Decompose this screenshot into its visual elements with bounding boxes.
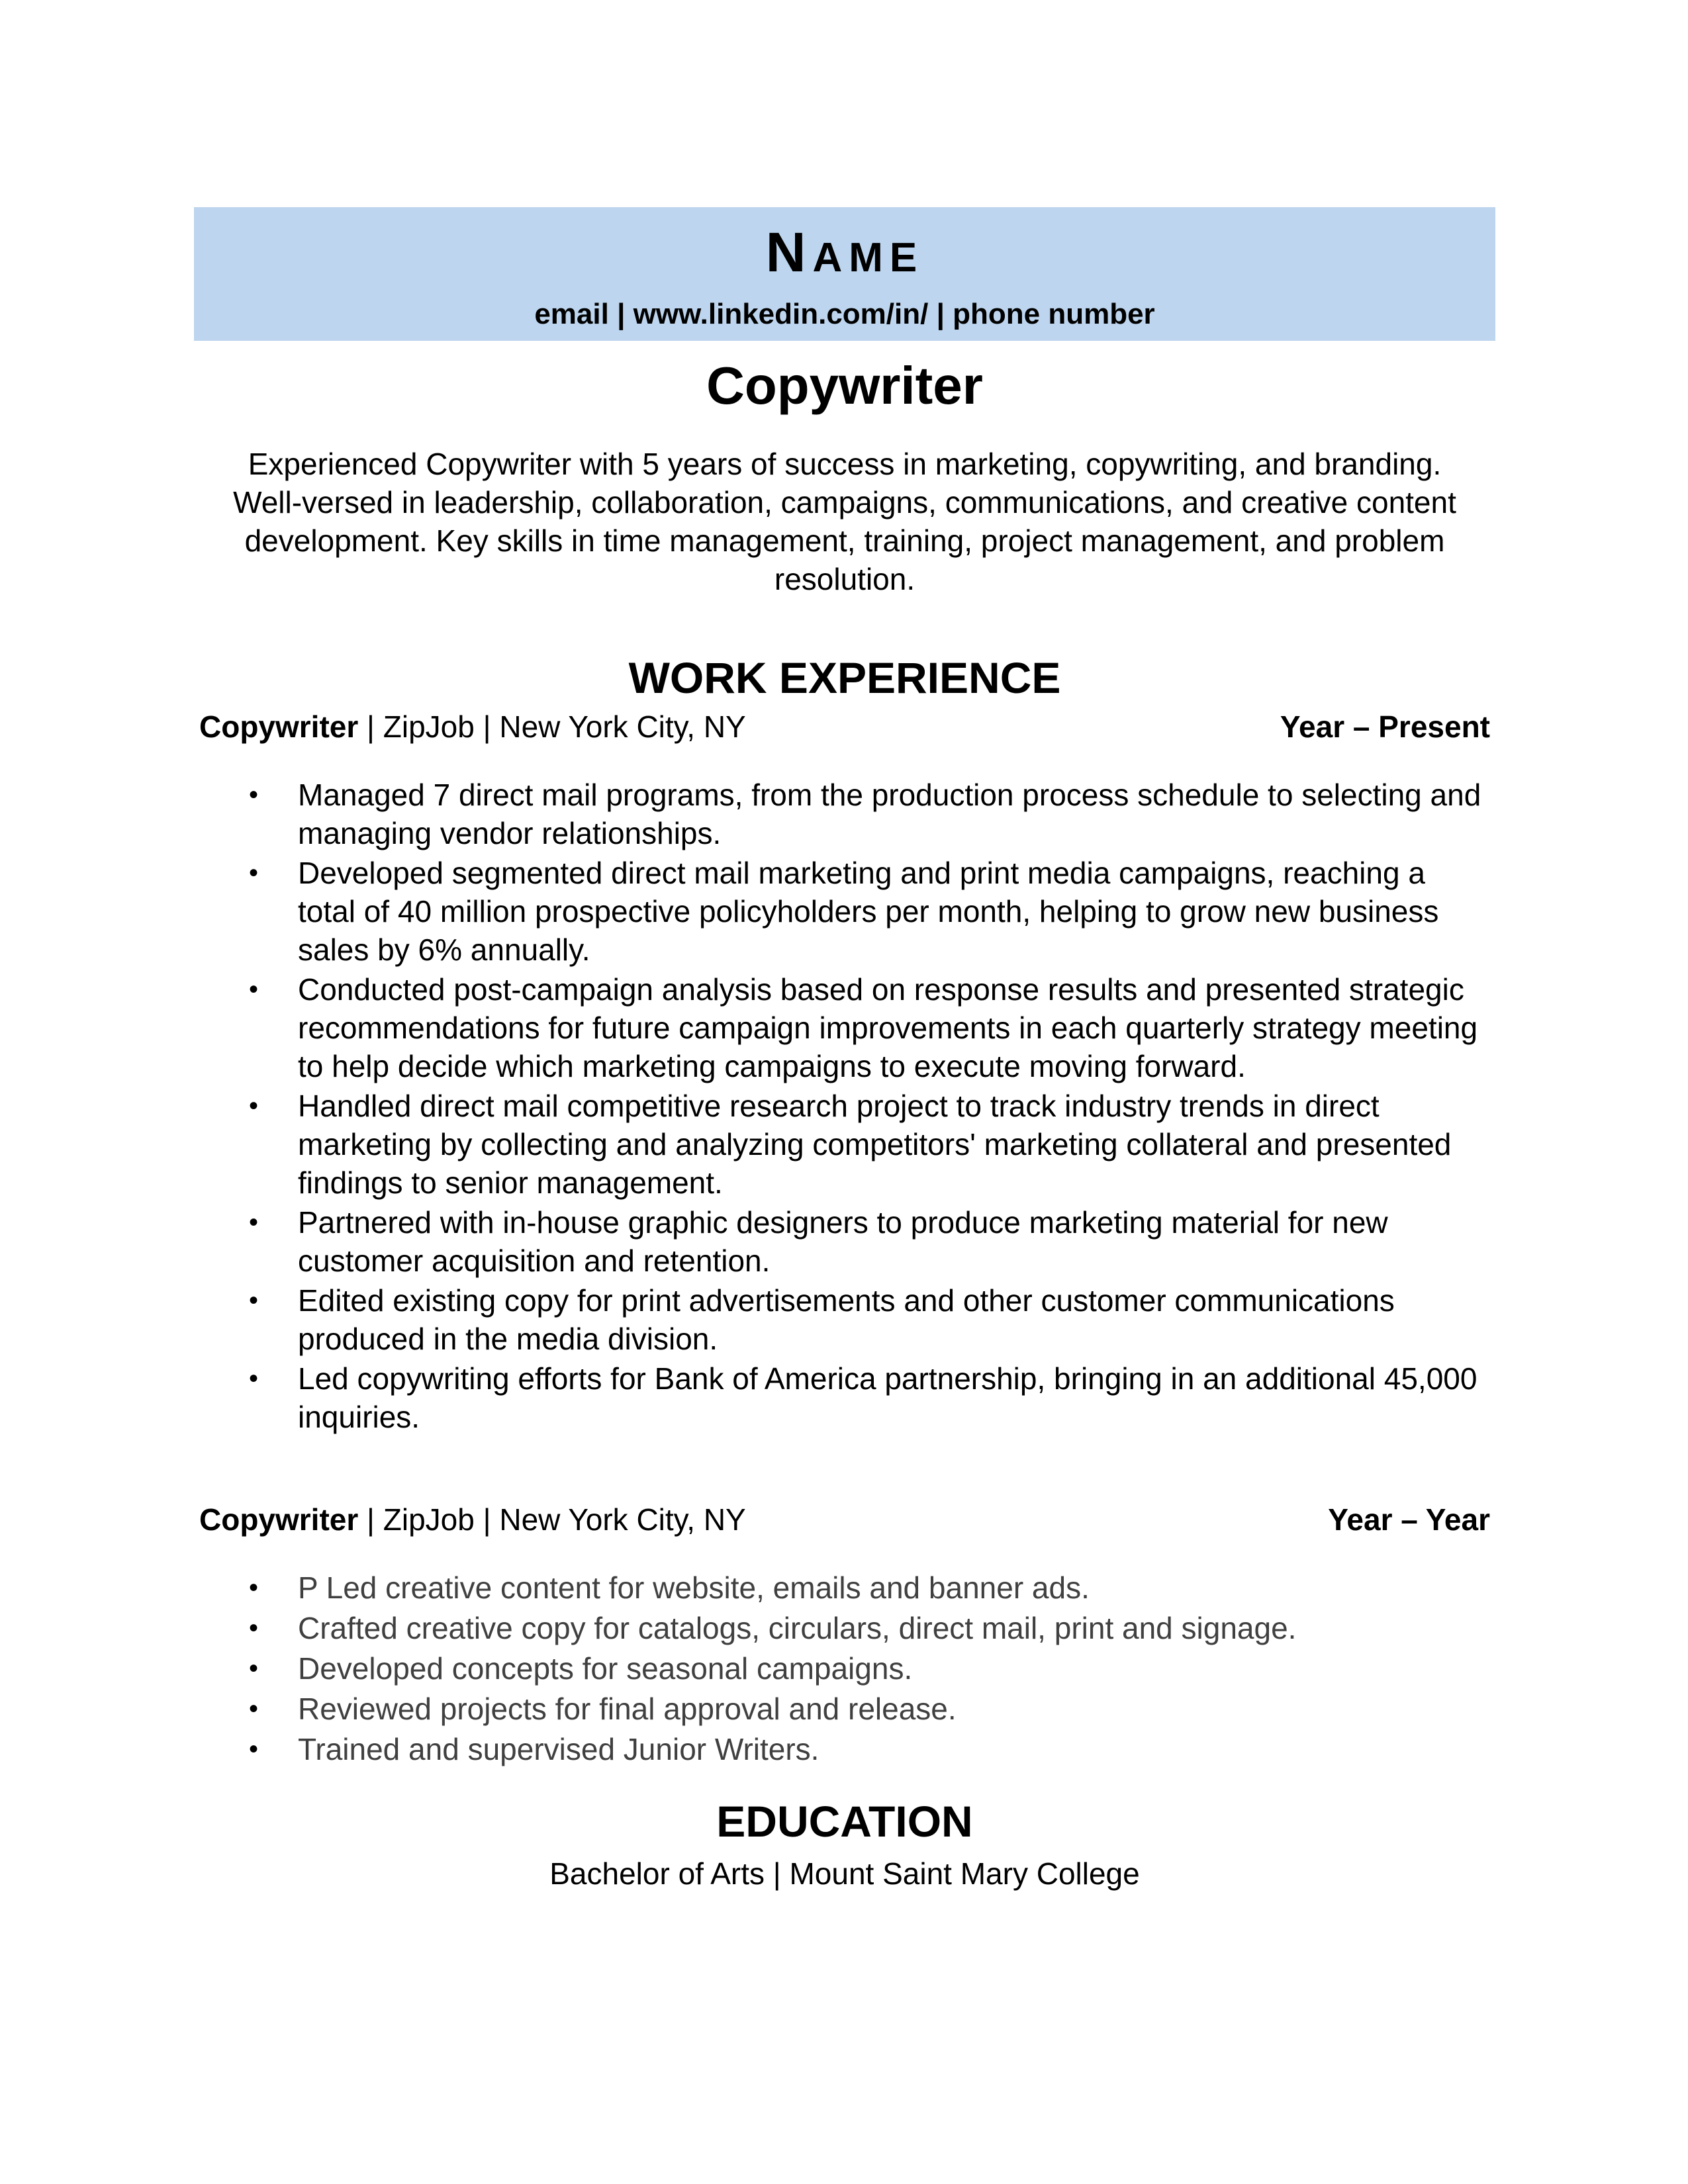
job-details-1: | ZipJob | New York City, NY <box>358 709 746 744</box>
bullet-text: Conducted post-campaign analysis based on response results and presented strategic recommendations for future campaign improvements in each quarterly strategy meeting to help decide which marketing campaigns to execute moving forward. <box>298 972 1478 1083</box>
job-dates-2: Year – Year <box>1328 1502 1490 1537</box>
job-header-1 <box>199 707 1490 746</box>
list-item <box>246 1690 1491 1728</box>
bullet-text: Reviewed projects for final approval and release. <box>298 1692 957 1726</box>
bullet-text: Crafted creative copy for catalogs, circulars, direct mail, print and signage. <box>298 1611 1297 1645</box>
bullet-icon: • <box>249 1364 259 1393</box>
job-header-2 <box>199 1500 1490 1539</box>
job-role-2: Copywriter <box>199 1502 359 1537</box>
job-title: Copywriter <box>706 356 983 415</box>
bullet-icon: • <box>249 1694 259 1723</box>
candidate-name-initial: N <box>765 221 813 283</box>
job-bullets-1 <box>246 776 1491 1437</box>
candidate-name <box>194 219 1495 291</box>
bullet-text: Partnered with in-house graphic designers to produce marketing material for new customer acquisition and retention. <box>298 1205 1388 1278</box>
list-item <box>246 1730 1491 1768</box>
job-role-1: Copywriter <box>199 709 359 744</box>
list-item <box>246 1087 1491 1202</box>
list-item <box>246 1569 1491 1607</box>
list-item <box>246 1281 1491 1358</box>
list-item <box>246 970 1491 1085</box>
bullet-icon: • <box>249 1735 259 1764</box>
bullet-text: Developed concepts for seasonal campaigns. <box>298 1651 913 1686</box>
job-bullets-2 <box>246 1569 1491 1770</box>
bullet-text: Developed segmented direct mail marketing and print media campaigns, reaching a total of 40 million prospective policyholders per month, helping to grow new business sales by 6% annually. <box>298 856 1439 967</box>
job-details-2: | ZipJob | New York City, NY <box>358 1502 746 1537</box>
list-item <box>246 1203 1491 1280</box>
list-item <box>246 1359 1491 1436</box>
bullet-icon: • <box>249 1573 259 1602</box>
bullet-icon: • <box>249 858 259 887</box>
summary: Experienced Copywriter with 5 years of success in marketing, copywriting, and branding. Well-versed in leadership, collaboration, campaigns, communications, and creative content development. Key skills in time management, training, project management, and problem resolution. <box>233 447 1456 596</box>
work-experience-heading: WORK EXPERIENCE <box>628 653 1061 702</box>
bullet-icon: • <box>249 1654 259 1683</box>
list-item <box>246 1609 1491 1647</box>
list-item <box>246 854 1491 969</box>
header-band <box>194 207 1495 341</box>
candidate-name-rest: AME <box>812 235 924 281</box>
bullet-text: Led copywriting efforts for Bank of America partnership, bringing in an additional 45,000 inquiries. <box>298 1361 1477 1434</box>
bullet-icon: • <box>249 1286 259 1315</box>
bullet-text: Handled direct mail competitive research project to track industry trends in direct marketing by collecting and analyzing competitors' marketing collateral and presented findings to senior management. <box>298 1089 1452 1200</box>
bullet-icon: • <box>249 975 259 1004</box>
bullet-icon: • <box>249 1091 259 1120</box>
job-dates-1: Year – Present <box>1280 709 1490 744</box>
bullet-icon: • <box>249 780 259 809</box>
bullet-text: P Led creative content for website, emails and banner ads. <box>298 1570 1090 1605</box>
list-item <box>246 776 1491 852</box>
bullet-text: Edited existing copy for print advertisements and other customer communications produced in the media division. <box>298 1283 1395 1356</box>
education-heading: EDUCATION <box>716 1797 973 1846</box>
bullet-text: Managed 7 direct mail programs, from the production process schedule to selecting and managing vendor relationships. <box>298 778 1481 850</box>
bullet-text: Trained and supervised Junior Writers. <box>298 1732 820 1766</box>
bullet-icon: • <box>249 1614 259 1643</box>
list-item <box>246 1649 1491 1688</box>
education-entry: Bachelor of Arts | Mount Saint Mary College <box>549 1856 1140 1891</box>
contact-line: email | www.linkedin.com/in/ | phone number <box>534 298 1155 330</box>
bullet-icon: • <box>249 1208 259 1237</box>
